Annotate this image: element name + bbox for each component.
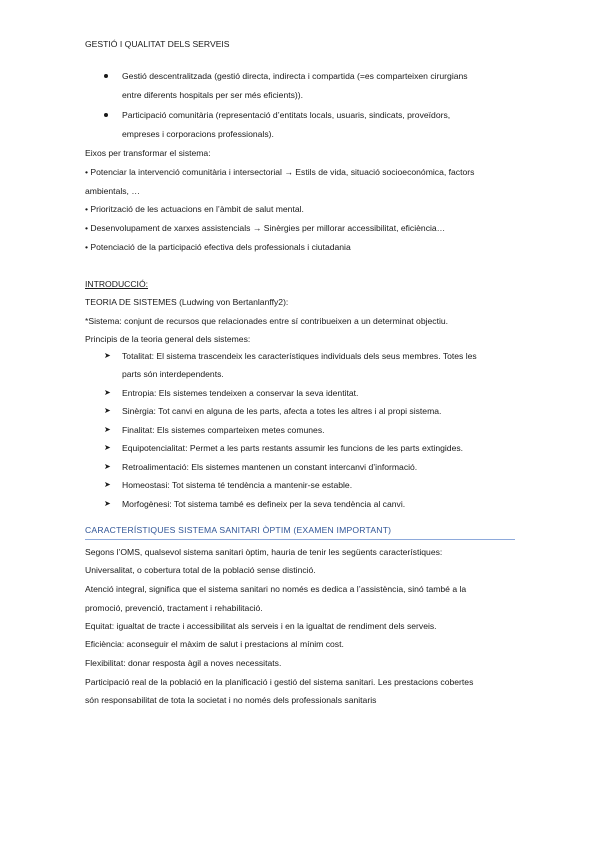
system-definition: *Sistema: conjunt de recursos que relacionades entre sí contribueixen a un determinat objectiu. — [85, 316, 449, 326]
arrow-bullet-icon: ➤ — [104, 388, 111, 397]
principle-item: Finalitat: Els sistemes comparteixen metes comunes. — [122, 425, 325, 435]
paragraph-line: Flexibilitat: donar resposta àgil a noves necessitats. — [85, 658, 282, 668]
intro-heading: INTRODUCCIÓ: — [85, 279, 149, 289]
eixos-item: • Desenvolupament de xarxes assistencials → Sinèrgies per millorar accessibilitat, eficiència… — [85, 223, 446, 233]
eixos-item: • Priorització de les actuacions en l’àmbit de salut mental. — [85, 204, 304, 214]
heading-rule — [85, 539, 515, 540]
principle-item: parts són interdependents. — [122, 369, 224, 379]
paragraph-line: Participació real de la població en la planificació i gestió del sistema sanitari. Les prestacions cobertes — [85, 677, 474, 687]
paragraph-line: Universalitat, o cobertura total de la població sense distinció. — [85, 565, 316, 575]
paragraph-line: són responsabilitat de tota la societat i no només dels professionals sanitaris — [85, 695, 377, 705]
bullet-dot — [104, 74, 108, 78]
bullet-line: Gestió descentralitzada (gestió directa, indirecta i compartida (=es comparteixen cirurgians — [122, 71, 468, 81]
paragraph-line: Equitat: igualtat de tracte i accessibilitat als serveis i en la igualtat de rendiment dels serveis. — [85, 621, 437, 631]
section-heading: CARACTERÍSTIQUES SISTEMA SANITARI ÒPTIM (EXAMEN IMPORTANT) — [85, 525, 392, 535]
bullet-dot — [104, 113, 108, 117]
eixos-title: Eixos per transformar el sistema: — [85, 148, 211, 158]
eixos-item: • Potenciar la intervenció comunitària i intersectorial → Estils de vida, situació socioeconómica, factors — [85, 167, 475, 177]
arrow-bullet-icon: ➤ — [104, 425, 111, 434]
principle-item: Equipotencialitat: Permet a les parts restants assumir les funcions de les parts extingides. — [122, 443, 464, 453]
arrow-bullet-icon: ➤ — [104, 499, 111, 508]
principle-item: Totalitat: El sistema trascendeix les característiques individuals dels seus membres. Totes les — [122, 351, 477, 361]
principles-title: Principis de la teoria general dels sistemes: — [85, 334, 251, 344]
principle-item: Homeostasi: Tot sistema té tendència a mantenir-se estable. — [122, 480, 353, 490]
bullet-line: entre diferents hospitals per ser més eficients)). — [122, 90, 304, 100]
principle-item: Morfogènesi: Tot sistema també es defineix per la seva tendència al canvi. — [122, 499, 406, 509]
eixos-item: ambientals, … — [85, 186, 140, 196]
arrow-bullet-icon: ➤ — [104, 480, 111, 489]
bullet-line: Participació comunitària (representació d’entitats locals, usuaris, sindicats, proveïdors, — [122, 110, 451, 120]
principle-item: Retroalimentació: Els sistemes mantenen un constant intercanvi d’informació. — [122, 462, 418, 472]
paragraph-line: Atenció integral, significa que el sistema sanitari no només es dedica a l’assistència, sinó també a la — [85, 584, 467, 594]
paragraph-line: Segons l’OMS, qualsevol sistema sanitari òptim, hauria de tenir les següents característiques: — [85, 547, 443, 557]
arrow-bullet-icon: ➤ — [104, 462, 111, 471]
bullet-line: empreses i corporacions professionals). — [122, 129, 274, 139]
principle-item: Entropia: Els sistemes tendeixen a conservar la seva identitat. — [122, 388, 359, 398]
principle-item: Sinèrgia: Tot canvi en alguna de les parts, afecta a totes les altres i al propi sistema. — [122, 406, 442, 416]
paragraph-line: promoció, prevenció, tractament i rehabilitació. — [85, 603, 263, 613]
page-header: GESTIÓ I QUALITAT DELS SERVEIS — [85, 39, 230, 49]
arrow-bullet-icon: ➤ — [104, 443, 111, 452]
paragraph-line: Eficiència: aconseguir el màxim de salut i prestacions al mínim cost. — [85, 639, 344, 649]
theory-title: TEORIA DE SISTEMES (Ludwing von Bertanlanffy2): — [85, 297, 289, 307]
arrow-bullet-icon: ➤ — [104, 351, 111, 360]
eixos-item: • Potenciació de la participació efectiva dels professionals i ciutadania — [85, 242, 351, 252]
arrow-bullet-icon: ➤ — [104, 406, 111, 415]
